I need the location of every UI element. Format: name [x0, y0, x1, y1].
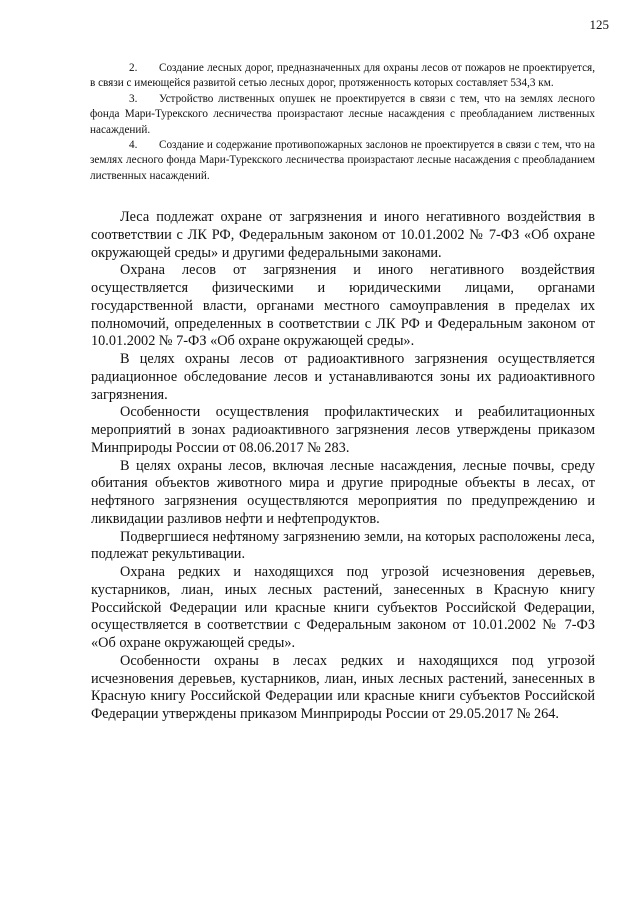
list-item-number: 2.	[129, 62, 138, 74]
page-number: 125	[589, 17, 609, 32]
list-item-text: Устройство лиственных опушек не проектируется в связи с тем, что на землях лесного фонда Мари-Турекского лесничества произрастают лесные насаждения с преобладанием лиственных насаждений.	[90, 92, 595, 136]
body-text	[91, 209, 595, 724]
paragraph: Особенности охраны в лесах редких и находящихся под угрозой исчезновения деревьев, кустарников, лиан, иных лесных растений, занесенных в Красную книгу Российской Федерации или красные книги субъектов Российской Федерации утверждены приказом Минприроды России от 29.05.2017 № 264.	[91, 652, 595, 722]
paragraph: В целях охраны лесов от радиоактивного загрязнения осуществляется радиационное обследование лесов и устанавливаются зоны их радиоактивного загрязнения.	[91, 351, 595, 403]
numbered-list	[90, 61, 595, 184]
list-item	[90, 138, 595, 184]
list-item-text: Создание лесных дорог, предназначенных для охраны лесов от пожаров не проектируется, в связи с имеющейся развитой сетью лесных дорог, протяженность которых составляет 534,3 км.	[90, 62, 595, 90]
list-item-text: Создание и содержание противопожарных заслонов не проектируется в связи с тем, что на землях лесного фонда Мари-Турекского лесничества произрастают лесные насаждения с преобладанием лиственных насаждений.	[90, 139, 595, 182]
list-item	[90, 61, 595, 92]
paragraph: Охрана редких и находящихся под угрозой исчезновения деревьев, кустарников, лиан, иных лесных растений, занесенных в Красную книгу Российской Федерации или красные книги субъектов Российской Федерации, осуществляется в соответствии с Федеральным законом от 10.01.2002 № 7-ФЗ «Об охране окружающей среды».	[91, 564, 595, 651]
paragraph: В целях охраны лесов, включая лесные насаждения, лесные почвы, среду обитания объектов животного мира и другие природные объекты в лесах, от нефтяного загрязнения осуществляются мероприятия по предупреждению и ликвидации разливов нефти и нефтепродуктов.	[91, 457, 595, 527]
list-item	[90, 92, 595, 138]
paragraph: Особенности осуществления профилактических и реабилитационных мероприятий в зонах радиоактивного загрязнения лесов утверждены приказом Минприроды России от 08.06.2017 № 283.	[91, 404, 595, 456]
list-item-number: 3.	[129, 92, 138, 105]
list-item-number: 4.	[129, 139, 138, 152]
paragraph: Леса подлежат охране от загрязнения и иного негативного воздействия в соответствии с ЛК РФ, Федеральным законом от 10.01.2002 № 7-ФЗ «Об охране окружающей среды» и другими федеральными законами.	[91, 209, 595, 261]
paragraph: Охрана лесов от загрязнения и иного негативного воздействия осуществляется физическими и юридическими лицами, органами государственной власти, органами местного самоуправления в пределах их полномочий, определенных в соответствии с ЛК РФ и Федеральным законом от 10.01.2002 № 7-ФЗ «Об охране окружающей среды».	[91, 262, 595, 350]
paragraph: Подвергшиеся нефтяному загрязнению земли, на которых расположены леса, подлежат рекультивации.	[91, 528, 595, 563]
